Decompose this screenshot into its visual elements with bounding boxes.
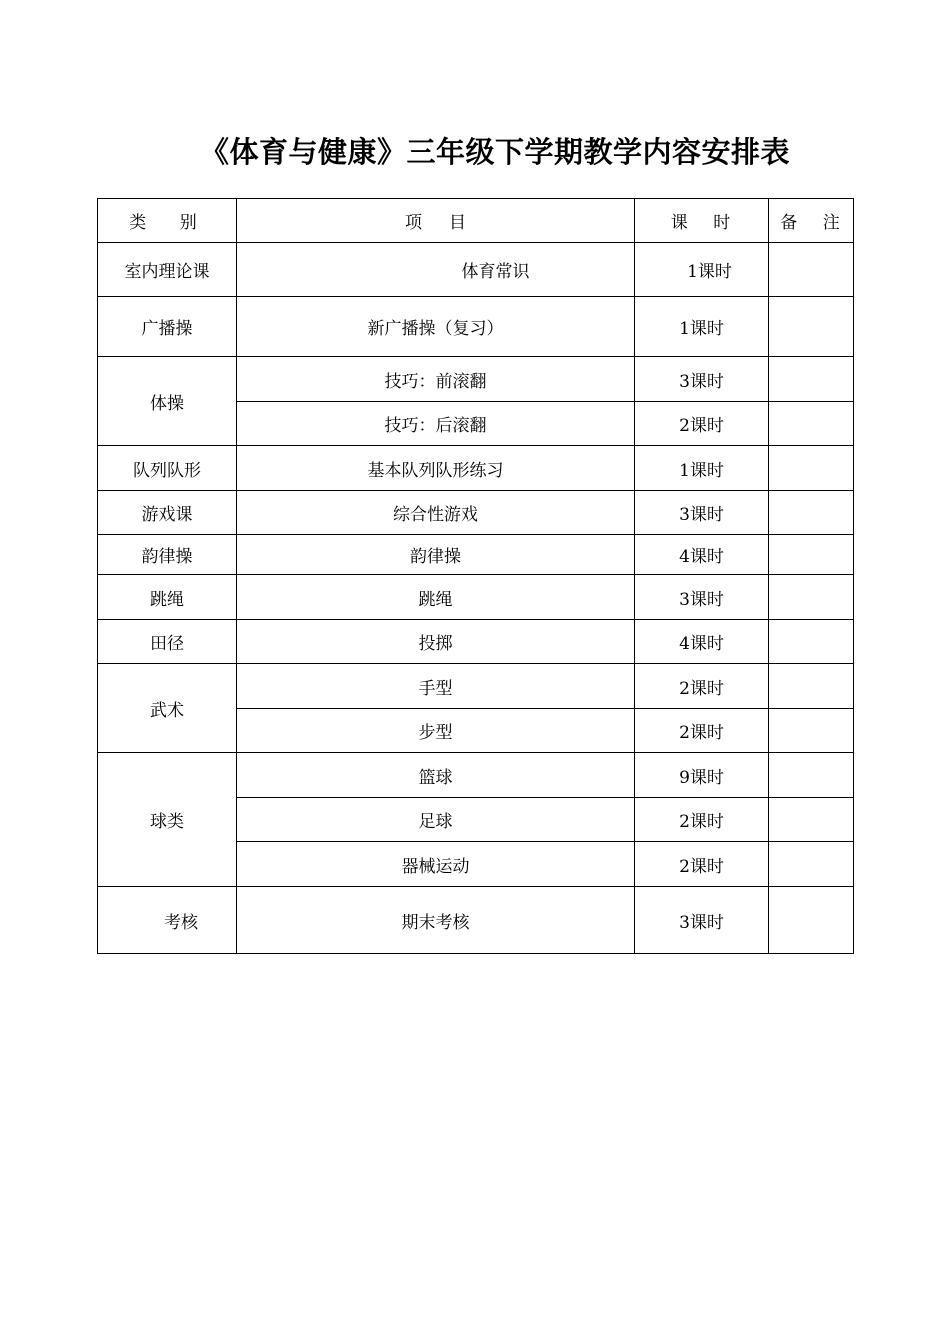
item-cell: 足球 xyxy=(237,798,635,842)
note-cell xyxy=(769,402,854,446)
table-row xyxy=(98,664,854,709)
hours-cell: 3课时 xyxy=(635,575,769,620)
hours-cell: 3课时 xyxy=(635,887,769,954)
item-cell: 新广播操（复习） xyxy=(237,297,635,357)
item-cell: 技巧：前滚翻 xyxy=(237,357,635,402)
header-item: 项 目 xyxy=(237,199,635,243)
note-cell xyxy=(769,709,854,753)
item-cell: 综合性游戏 xyxy=(237,491,635,535)
item-cell: 篮球 xyxy=(237,753,635,798)
item-cell: 跳绳 xyxy=(237,575,635,620)
item-cell: 手型 xyxy=(237,664,635,709)
hours-cell: 2课时 xyxy=(635,664,769,709)
category-cell: 武术 xyxy=(98,664,237,753)
table-row xyxy=(98,620,854,664)
category-cell: 韵律操 xyxy=(98,535,237,575)
note-cell xyxy=(769,753,854,798)
category-cell: 广播操 xyxy=(98,297,237,357)
table-header-row xyxy=(98,199,854,243)
header-category: 类 别 xyxy=(98,199,237,243)
note-cell xyxy=(769,887,854,954)
item-cell: 步型 xyxy=(237,709,635,753)
hours-cell: 1课时 xyxy=(635,446,769,491)
hours-cell: 2课时 xyxy=(635,709,769,753)
item-cell: 体育常识 xyxy=(237,243,635,297)
note-cell xyxy=(769,297,854,357)
item-cell: 韵律操 xyxy=(237,535,635,575)
item-cell: 技巧：后滚翻 xyxy=(237,402,635,446)
note-cell xyxy=(769,798,854,842)
document-title: 《体育与健康》三年级下学期教学内容安排表 xyxy=(199,135,790,169)
table-row xyxy=(98,243,854,297)
item-cell: 器械运动 xyxy=(237,842,635,887)
hours-cell: 2课时 xyxy=(635,842,769,887)
note-cell xyxy=(769,357,854,402)
category-cell: 室内理论课 xyxy=(98,243,237,297)
hours-cell: 1课时 xyxy=(635,243,769,297)
note-cell xyxy=(769,620,854,664)
hours-cell: 4课时 xyxy=(635,620,769,664)
category-cell: 田径 xyxy=(98,620,237,664)
note-cell xyxy=(769,243,854,297)
category-cell: 球类 xyxy=(98,753,237,887)
item-cell: 基本队列队形练习 xyxy=(237,446,635,491)
table-row xyxy=(98,297,854,357)
note-cell xyxy=(769,575,854,620)
hours-cell: 2课时 xyxy=(635,402,769,446)
table-row xyxy=(98,753,854,798)
table-row xyxy=(98,446,854,491)
note-cell xyxy=(769,446,854,491)
note-cell xyxy=(769,842,854,887)
table-row xyxy=(98,575,854,620)
table-row xyxy=(98,535,854,575)
table-row xyxy=(98,357,854,402)
category-cell: 体操 xyxy=(98,357,237,446)
category-cell: 游戏课 xyxy=(98,491,237,535)
hours-cell: 3课时 xyxy=(635,491,769,535)
hours-cell: 4课时 xyxy=(635,535,769,575)
category-cell: 队列队形 xyxy=(98,446,237,491)
category-cell: 考核 xyxy=(98,887,237,954)
item-cell: 投掷 xyxy=(237,620,635,664)
hours-cell: 9课时 xyxy=(635,753,769,798)
note-cell xyxy=(769,491,854,535)
note-cell xyxy=(769,664,854,709)
header-note: 备 注 xyxy=(769,199,854,243)
note-cell xyxy=(769,535,854,575)
item-cell: 期末考核 xyxy=(237,887,635,954)
hours-cell: 3课时 xyxy=(635,357,769,402)
hours-cell: 1课时 xyxy=(635,297,769,357)
table-row xyxy=(98,491,854,535)
hours-cell: 2课时 xyxy=(635,798,769,842)
header-hours: 课 时 xyxy=(635,199,769,243)
table-row xyxy=(98,887,854,954)
category-cell: 跳绳 xyxy=(98,575,237,620)
schedule-table xyxy=(97,198,854,954)
